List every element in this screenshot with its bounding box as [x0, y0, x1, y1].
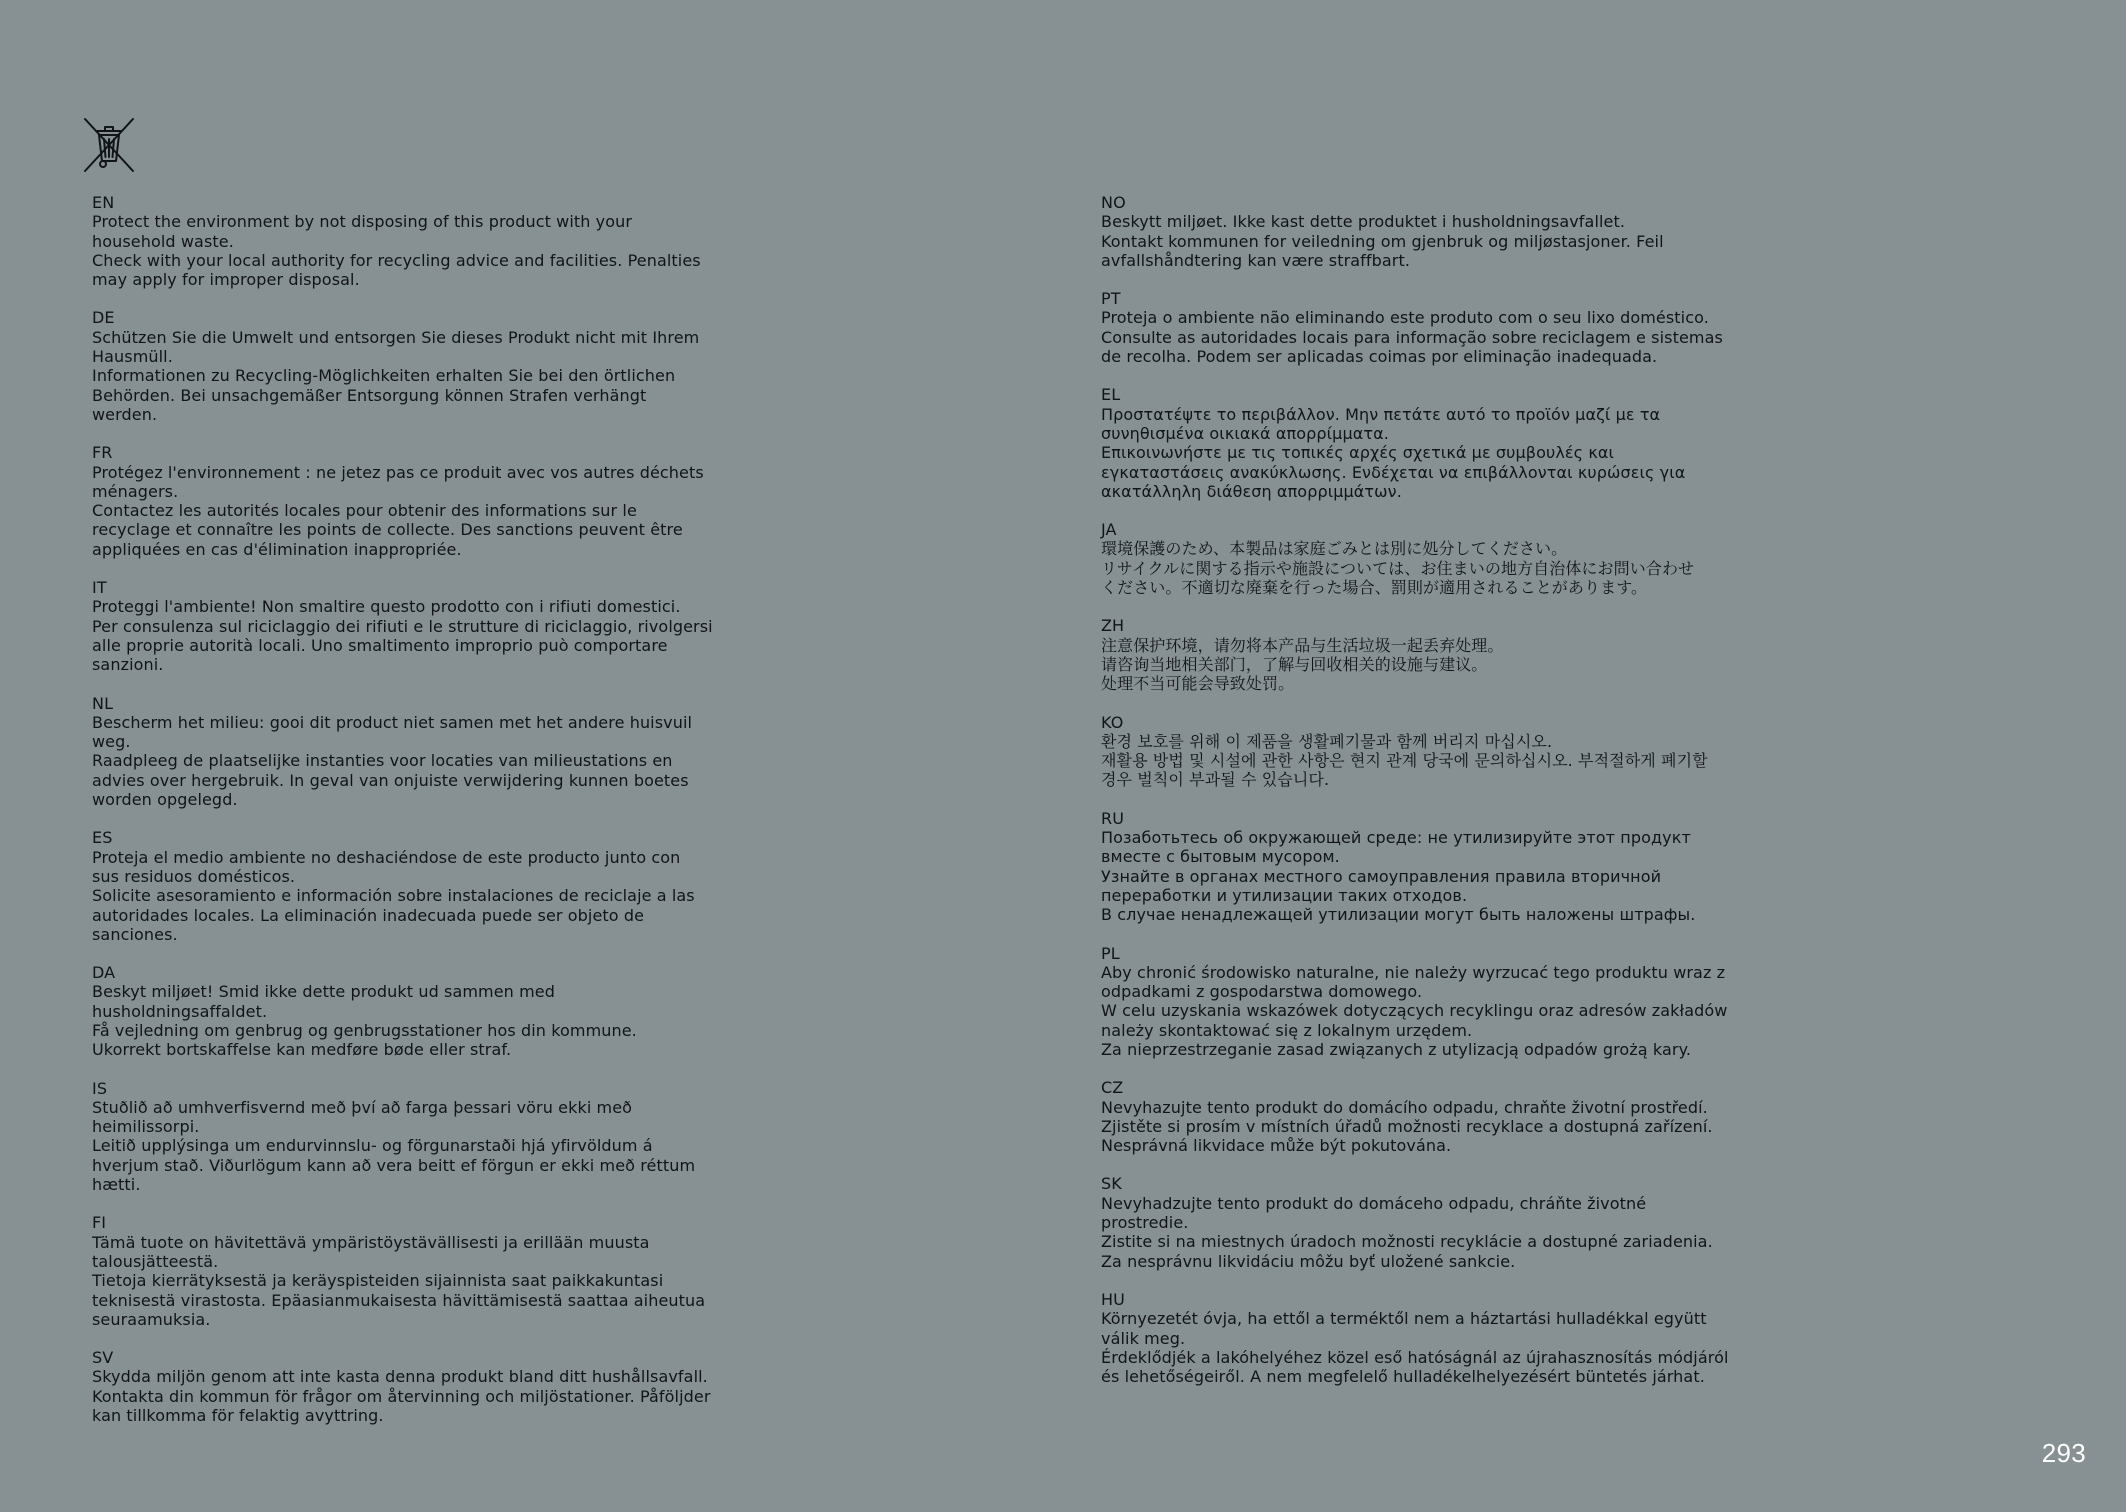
disposal-notice-text: Beskytt miljøet. Ikke kast dette produktet i husholdningsavfallet. Kontakt kommunen for veiledning om gjenbruk og miljøstasjoner. Feil avfallshåndtering kan være straffbart.: [1101, 212, 1664, 270]
disposal-notice-text: Позаботьтесь об окружающей среде: не утилизируйте этот продукт вместе с бытовым мусором. Узнайте в органах местного самоуправления правила вторичной переработки и утилизации таких отходов. В случае ненадлежащей утилизации могут быть наложены штрафы.: [1101, 828, 1696, 925]
language-block-es: [92, 828, 742, 944]
disposal-notice-text: Proteja el medio ambiente no deshaciéndose de este producto junto con sus residuos domésticos. Solicite asesoramiento e información sobre instalaciones de reciclaje a las autoridades locales. La eliminación inadecuada puede ser objeto de sanciones.: [92, 847, 695, 944]
language-code: SK: [1101, 1174, 1122, 1194]
disposal-notice-text: Skydda miljön genom att inte kasta denna produkt bland ditt hushållsavfall. Kontakta din kommun för frågor om återvinning och miljöstationer. Påföljder kan tillkomma för felaktig avyttring.: [92, 1367, 711, 1426]
disposal-notice-text: 注意保护环境，请勿将本产品与生活垃圾一起丢弃处理。 请咨询当地相关部门，了解与回收相关的设施与建议。 处理不当可能会导致处罚。: [1101, 635, 1504, 694]
language-block-sv: [92, 1348, 742, 1425]
disposal-notice-text: Proteja o ambiente não eliminando este produto com o seu lixo doméstico. Consulte as autoridades locais para informação sobre reciclagem e sistemas de recolha. Podem ser aplicadas coimas por eliminação inadequada.: [1101, 308, 1723, 367]
disposal-notice-text: Aby chronić środowisko naturalne, nie należy wyrzucać tego produktu wraz z odpadkami z gospodarstwa domowego. W celu uzyskania wskazówek dotyczących recyklingu oraz adresów zakładów należy skontaktować się z lokalnym urzędem. Za nieprzestrzeganie zasad związanych z utylizacją odpadów grożą kary.: [1101, 962, 1728, 1059]
language-block-cz: [1101, 1078, 1751, 1155]
disposal-notice-text: 環境保護のため、本製品は家庭ごみとは別に処分してください。 リサイクルに関する指示や施設については、お住まいの地方自治体にお問い合わせ ください。不適切な廃棄を行った場合、罰則が適用されることがあります。: [1101, 539, 1695, 598]
language-block-el: [1101, 385, 1751, 501]
language-code: IS: [92, 1078, 108, 1098]
language-block-hu: [1101, 1290, 1751, 1386]
language-code: CZ: [1101, 1078, 1124, 1098]
language-code: PL: [1101, 943, 1120, 963]
disposal-notice-text: Protect the environment by not disposing of this product with your household waste. Check with your local authority for recycling advice and facilities. Penalties may apply for improper disposal.: [92, 212, 701, 290]
disposal-notice-text: Tämä tuote on hävitettävä ympäristöystävällisesti ja erillään muusta talousjätteestä. Tietoja kierrätyksestä ja keräyspisteiden sijainnista saat paikkakuntasi teknisestä virastosta. Epäasianmukaisesta hävittämisestä saattaa aiheutua seuraamuksia.: [92, 1232, 706, 1329]
language-code: HU: [1101, 1289, 1125, 1309]
language-code: NO: [1101, 193, 1126, 212]
disposal-notice-text: Nevyhadzujte tento produkt do domáceho odpadu, chráňte životné prostredie. Zistite si na miestnych úradoch možnosti recyklácie a dostupné zariadenia. Za nesprávnu likvidáciu môžu byť uložené sankcie.: [1101, 1193, 1713, 1271]
disposal-notice-text: Protégez l'environnement : ne jetez pas ce produit avec vos autres déchets ménagers. Contactez les autorités locales pour obtenir des informations sur le recyclage et connaître les points de collecte. Des sanctions peuvent être appliquées en cas d'élimination inappropriée.: [92, 462, 704, 559]
language-code: KO: [1101, 712, 1124, 732]
language-block-fr: [92, 443, 742, 559]
language-block-pl: [1101, 944, 1751, 1060]
language-block-de: [92, 308, 742, 424]
disposal-notice-text: Környezetét óvja, ha ettől a terméktől nem a háztartási hulladékkal együtt válik meg. Érdeklődjék a lakóhelyéhez közel eső hatóságnál az újrahasznosítás módjáról és lehetőségeiről. A nem megfelelő hulladékelhelyezésért büntetés járhat.: [1101, 1309, 1729, 1387]
disposal-notice-text: 환경 보호를 위해 이 제품을 생활폐기물과 함께 버리지 마십시오. 재활용 방법 및 시설에 관한 사항은 현지 관계 당국에 문의하십시오. 부적절하게 폐기할 경우 벌칙이 부과될 수 있습니다.: [1101, 731, 1708, 790]
language-code: ES: [92, 828, 113, 848]
language-block-is: [92, 1079, 742, 1195]
language-block-sk: [1101, 1174, 1751, 1270]
right-language-column: [1101, 193, 1751, 1405]
language-block-fi: [92, 1213, 742, 1329]
language-code: FR: [92, 443, 113, 463]
language-code: PT: [1101, 289, 1121, 309]
disposal-notice-text: Προστατέψτε το περιβάλλον. Μην πετάτε αυτό το προϊόν μαζί με τα συνηθισμένα οικιακά απορρίμματα. Επικοινωνήστε με τις τοπικές αρχές σχετικά με συμβουλές και εγκαταστάσεις ανακύκλωσης. Ενδέχεται να επιβάλλονται κυρώσεις για ακατάλληλη διάθεση απορριμμάτων.: [1101, 404, 1686, 501]
disposal-notice-text: Proteggi l'ambiente! Non smaltire questo prodotto con i rifiuti domestici. Per consulenza sul riciclaggio dei rifiuti e le strutture di riciclaggio, rivolgersi alle proprie autorità locali. Uno smaltimento improprio può comportare sanzioni.: [92, 597, 713, 675]
language-block-ja: [1101, 520, 1751, 597]
language-block-it: [92, 578, 742, 674]
language-block-ru: [1101, 809, 1751, 925]
language-code: ZH: [1101, 616, 1125, 636]
disposal-notice-text: Beskyt miljøet! Smid ikke dette produkt ud sammen med husholdningsaffaldet. Få vejledning om genbrug og genbrugsstationer hos din kommune. Ukorrekt bortskaffelse kan medføre bøde eller straf.: [92, 982, 637, 1060]
language-code: RU: [1101, 808, 1125, 828]
language-block-pt: [1101, 289, 1751, 366]
language-code: SV: [92, 1348, 114, 1368]
language-block-en: [92, 193, 742, 289]
page-number: 293: [2041, 1438, 2086, 1468]
disposal-notice-text: Schützen Sie die Umwelt und entsorgen Sie dieses Produkt nicht mit Ihrem Hausmüll. Informationen zu Recycling-Möglichkeiten erhalten Sie bei den örtlichen Behörden. Bei unsachgemäßer Entsorgung können Strafen verhängt werden.: [92, 327, 700, 424]
language-code: JA: [1101, 520, 1117, 540]
language-block-no: [1101, 193, 1751, 270]
crossed-out-wheelie-bin-icon: [83, 117, 135, 173]
disposal-notice-text: Stuðlið að umhverfisvernd með því að farga þessari vöru ekki með heimilissorpi. Leitið upplýsinga um endurvinnslu- og förgunarstaði hjá yfirvöldum á hverjum stað. Viðurlögum kann að vera beitt ef förgun er ekki með réttum hætti.: [92, 1097, 696, 1195]
language-block-da: [92, 963, 742, 1059]
disposal-notice-text: Nevyhazujte tento produkt do domácího odpadu, chraňte životní prostředí. Zjistěte si prosím v místních úřadů možnosti recyklace a dostupná zařízení. Nesprávná likvidace může být pokutována.: [1101, 1097, 1713, 1156]
language-code: NL: [92, 693, 114, 713]
language-code: FI: [92, 1213, 107, 1233]
language-code: EL: [1101, 385, 1121, 405]
language-code: DA: [92, 963, 116, 983]
language-code: IT: [92, 578, 107, 598]
language-block-ko: [1101, 713, 1751, 790]
left-language-column: [92, 193, 742, 1444]
language-code: EN: [92, 193, 115, 212]
language-block-zh: [1101, 616, 1751, 693]
language-code: DE: [92, 308, 115, 328]
language-block-nl: [92, 694, 742, 810]
disposal-notice-text: Bescherm het milieu: gooi dit product niet samen met het andere huisvuil weg. Raadpleeg de plaatselijke instanties voor locaties van milieustations en advies over hergebruik. In geval van onjuiste verwijdering kunnen boetes worden opgelegd.: [92, 712, 693, 810]
